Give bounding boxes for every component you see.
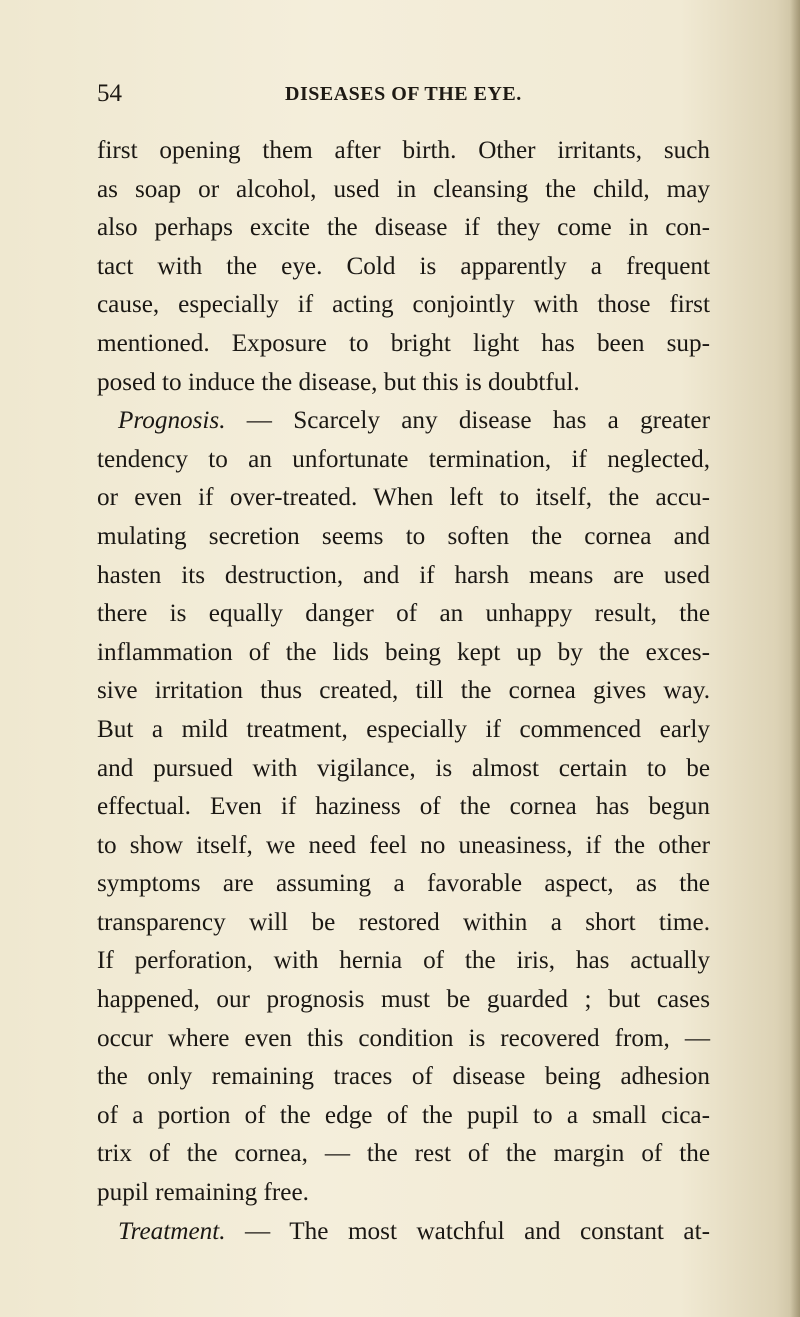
text-line: If perforation, with hernia of the iris, has actually [97, 947, 710, 975]
running-head [97, 80, 707, 116]
text-line: and pursued with vigilance, is almost certain to be [97, 754, 710, 782]
header-title: DISEASES OF THE EYE. [285, 83, 522, 105]
text-line: hasten its destruction, and if harsh means are used [97, 561, 710, 589]
prognosis-paragraph-start [97, 402, 710, 441]
text-line: mulating secretion seems to soften the cornea and [97, 522, 710, 550]
text-line: tendency to an unfortunate termination, if neglected, [97, 445, 710, 473]
text-line: effectual. Even if haziness of the cornea has begun [97, 793, 710, 821]
treatment-heading: Treatment. [118, 1217, 226, 1245]
text-line: mentioned. Exposure to bright light has been sup- [97, 329, 710, 357]
page-number: 54 [97, 80, 122, 107]
text-line: first opening them after birth. Other irritants, such [97, 137, 710, 164]
text-line: happened, our prognosis must be guarded ; but cases [97, 986, 710, 1014]
text-line: posed to induce the disease, but this is doubtful. [97, 368, 580, 396]
text-line: inflammation of the lids being kept up by the exces- [97, 638, 710, 666]
text-line: to show itself, we need feel no uneasiness, if the other [97, 831, 710, 859]
treatment-first-line: — The most watchful and constant at- [225, 1217, 710, 1245]
text-line: pupil remaining free. [97, 1179, 309, 1207]
text-line: as soap or alcohol, used in cleansing the child, may [97, 175, 710, 203]
text-line: also perhaps excite the disease if they come in con- [97, 214, 710, 242]
treatment-paragraph-start [97, 1213, 710, 1252]
body-text [97, 132, 710, 1251]
text-line: cause, especially if acting conjointly with those first [97, 291, 710, 319]
prognosis-first-line: — Scarcely any disease has a greater [225, 407, 710, 435]
text-line: trix of the cornea, — the rest of the margin of the [97, 1140, 710, 1168]
text-line: tact with the eye. Cold is apparently a frequent [97, 252, 710, 280]
prognosis-heading: Prognosis. [118, 407, 226, 435]
text-line: or even if over-treated. When left to itself, the accu- [97, 484, 710, 512]
text-line: symptoms are assuming a favorable aspect, as the [97, 870, 710, 898]
text-line: But a mild treatment, especially if commenced early [97, 715, 710, 743]
text-line: the only remaining traces of disease being adhesion [97, 1063, 710, 1091]
text-line: transparency will be restored within a short time. [97, 908, 710, 936]
text-line: of a portion of the edge of the pupil to a small cica- [97, 1101, 710, 1129]
text-line: there is equally danger of an unhappy result, the [97, 600, 710, 628]
page-edge-shadow [790, 0, 800, 1317]
text-line: sive irritation thus created, till the cornea gives way. [97, 677, 710, 705]
text-line: occur where even this condition is recovered from, — [97, 1024, 710, 1052]
